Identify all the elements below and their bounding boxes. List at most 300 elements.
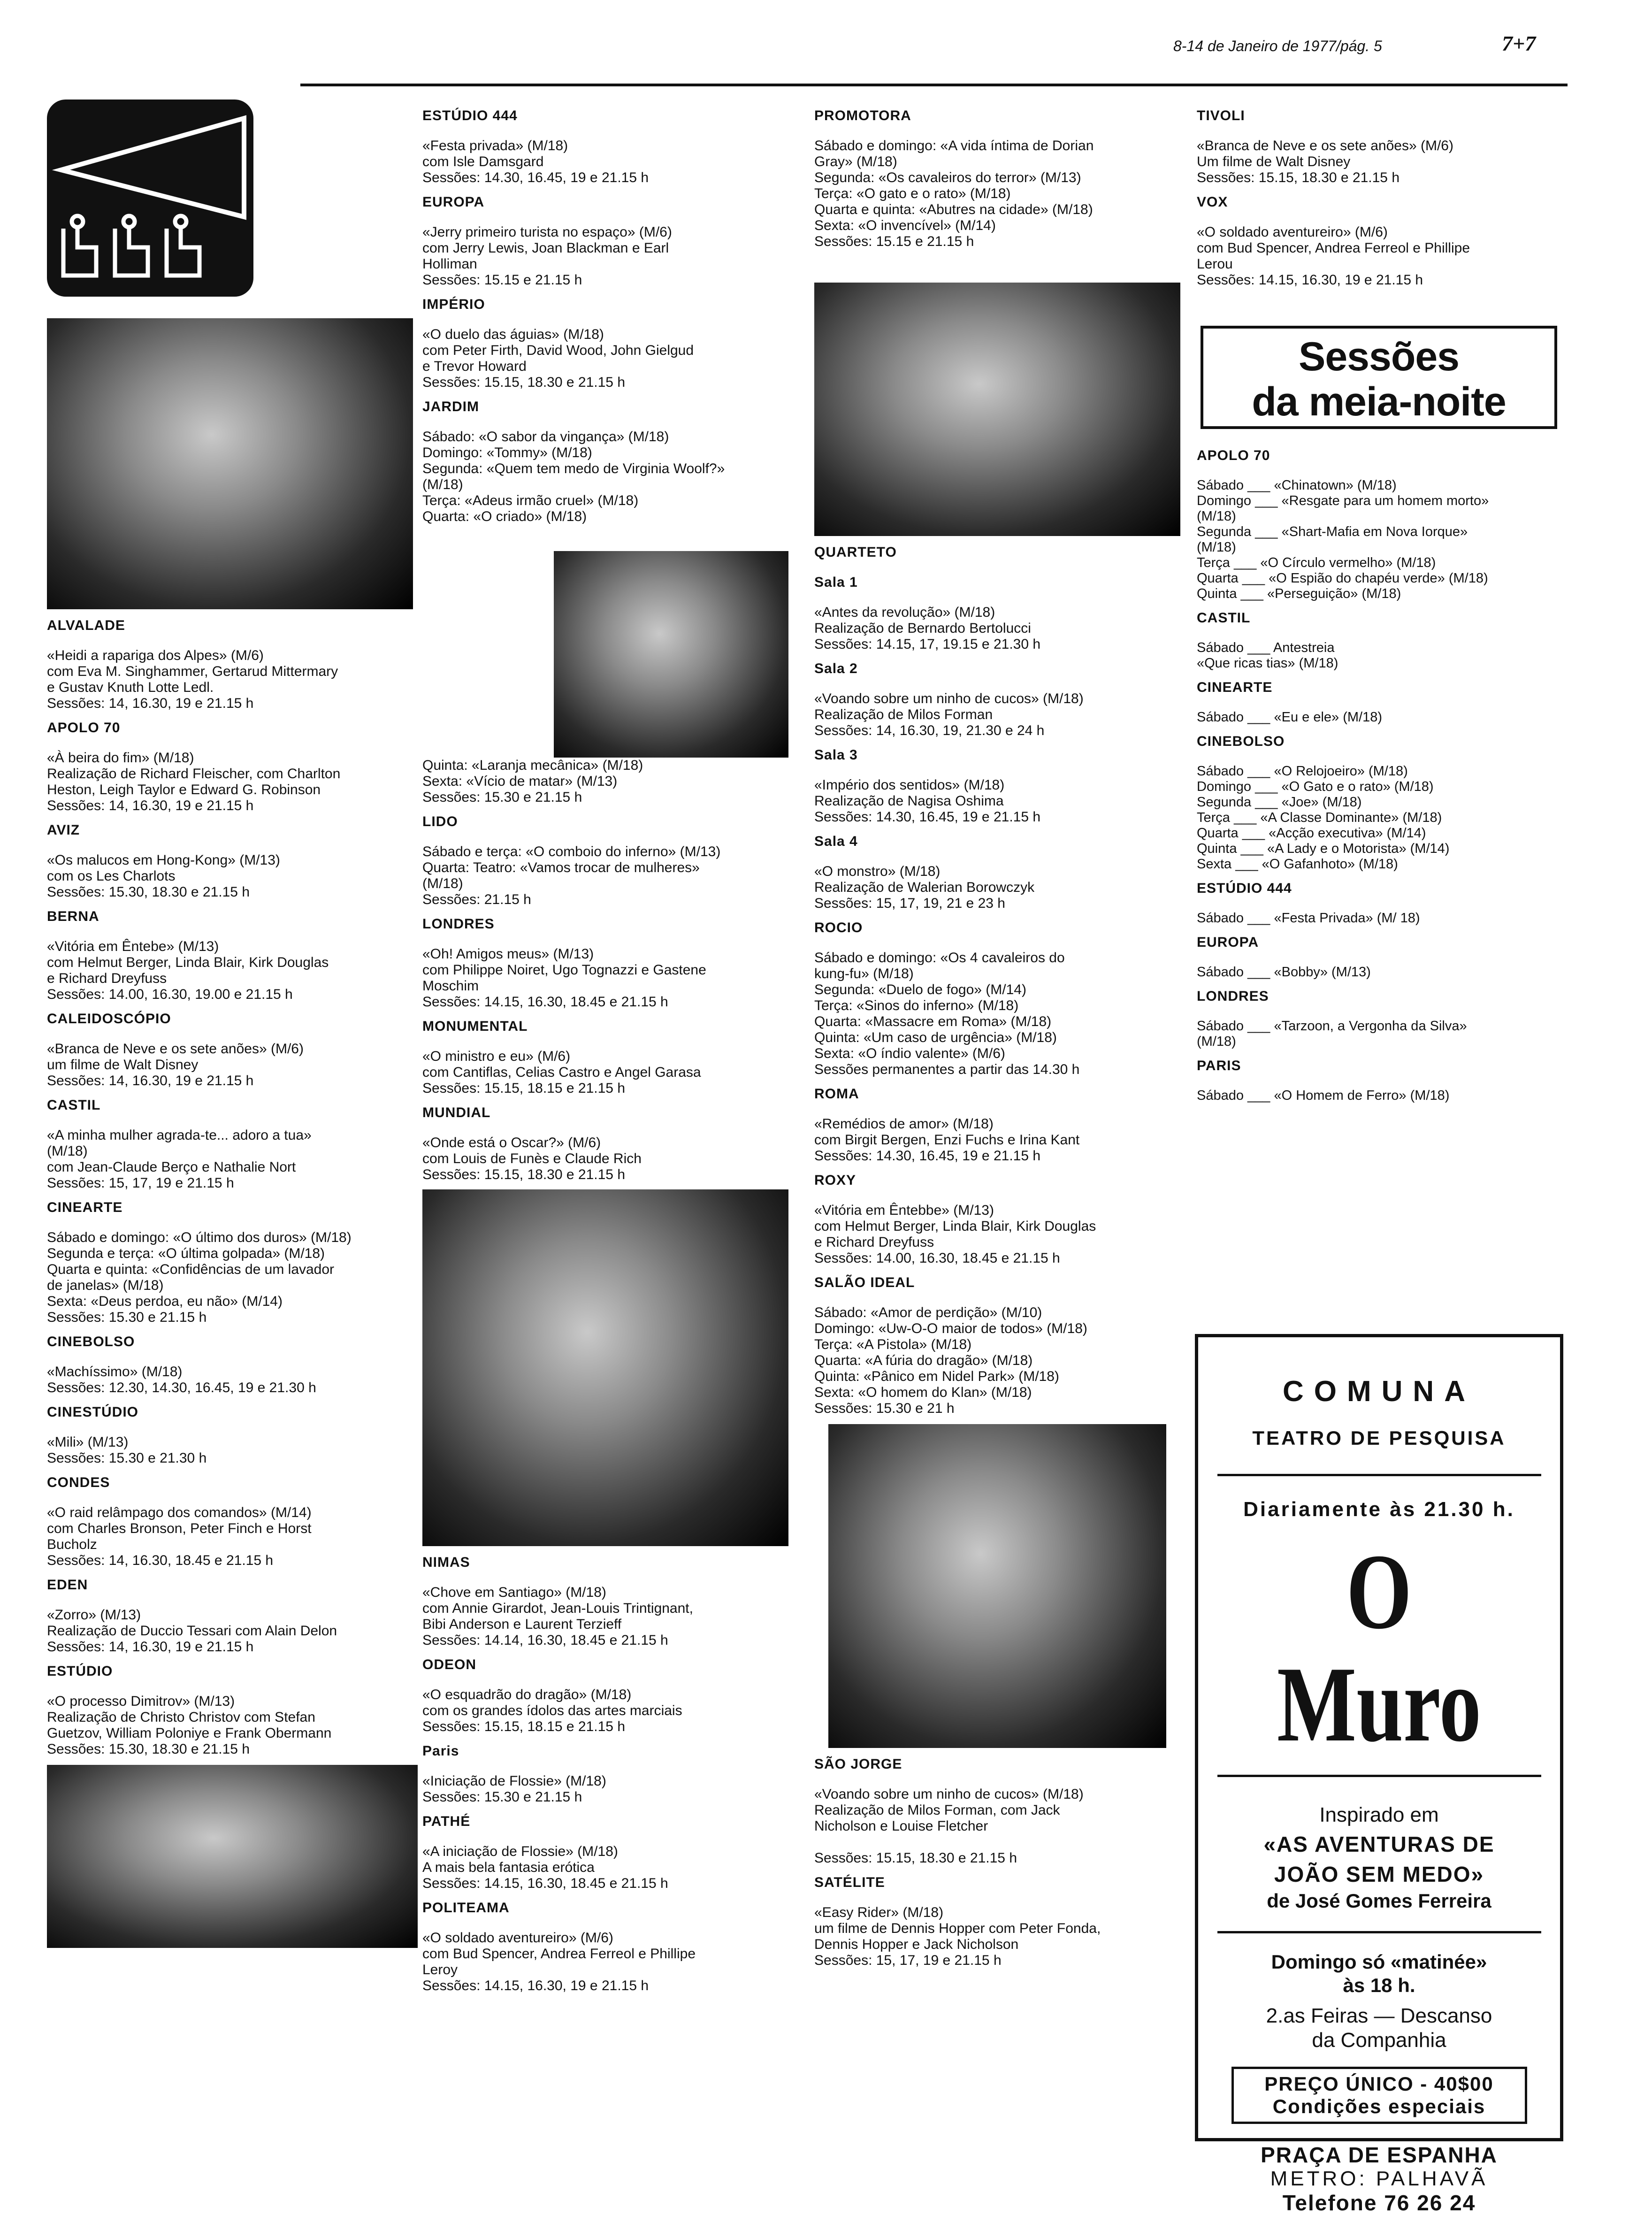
listing-line: Sábado e domingo: «O último dos duros» (M/18) xyxy=(47,1230,352,1245)
listing-line: Segunda: «Os cavaleiros do terror» (M/13) xyxy=(814,170,1081,185)
cinema-name: ALVALADE xyxy=(47,618,125,633)
listing-line: Segunda e terça: «O última golpada» (M/18) xyxy=(47,1246,325,1261)
listing-line: Sábado e terça: «O comboio do inferno» (M/13) xyxy=(422,844,721,859)
photo-two-men xyxy=(828,1424,1166,1748)
listing-line: «Jerry primeiro turista no espaço» (M/6) xyxy=(422,224,672,240)
cinema-name: MONUMENTAL xyxy=(422,1019,528,1034)
ad-work-line1: «AS AVENTURAS DE xyxy=(1263,1832,1495,1856)
listing-line: Segunda ___ «Shart-Mafia em Nova Iorque» xyxy=(1197,524,1468,539)
listing-line: Sessões: 15.30 e 21.30 h xyxy=(47,1450,207,1466)
cinema-name: BERNA xyxy=(47,909,99,924)
ad-work-line2: JOÃO SEM MEDO» xyxy=(1274,1862,1484,1886)
listing-line: com Helmut Berger, Linda Blair, Kirk Douglas xyxy=(47,955,329,970)
listing-line: Quinta ___ «A Lady e o Motorista» (M/14) xyxy=(1197,841,1450,856)
cinema-name: ODEON xyxy=(422,1657,477,1672)
cinema-name: LONDRES xyxy=(1197,989,1269,1004)
listing-line: Sessões: 15.15, 18.30 e 21.15 h xyxy=(422,375,625,390)
column-3 xyxy=(814,100,1194,1975)
cinema-entry xyxy=(814,575,1194,652)
ad-divider xyxy=(1217,1931,1541,1933)
listing-line: «Mili» (M/13) xyxy=(47,1434,129,1450)
listing-line: com Eva M. Singhammer, Gertarud Mittermary xyxy=(47,664,338,679)
listing-line: com Louis de Funès e Claude Rich xyxy=(422,1151,642,1166)
listing-line: com os Les Charlots xyxy=(47,868,176,884)
listing-line: Segunda: «Duelo de fogo» (M/14) xyxy=(814,982,1026,997)
cinema-name: Sala 4 xyxy=(814,834,858,849)
cinema-entry xyxy=(1197,610,1563,671)
listing-line: Quarta ___ «O Espião do chapéu verde» (M/18) xyxy=(1197,571,1488,586)
listing-line: Sessões: 15.15, 18.30 e 21.15 h xyxy=(814,1850,1017,1866)
cinema-entry xyxy=(814,1086,1194,1164)
listing-line: Sessões: 14.15, 17, 19.15 e 21.30 h xyxy=(814,636,1041,652)
listing-line: com Isle Damsgard xyxy=(422,154,544,169)
cinema-list-col2a xyxy=(422,108,807,525)
cinema-name: ESTÚDIO xyxy=(47,1663,113,1679)
listing-line: Terça ___ «A Classe Dominante» (M/18) xyxy=(1197,810,1442,825)
cinema-entry xyxy=(422,1814,807,1892)
ad-address: PRAÇA DE ESPANHA xyxy=(1261,2143,1498,2167)
listing-line: Segunda ___ «Joe» (M/18) xyxy=(1197,795,1362,810)
cinema-name: ROMA xyxy=(814,1086,859,1102)
cinema-name: SÃO JORGE xyxy=(814,1756,902,1772)
cinema-name: ROCIO xyxy=(814,920,863,935)
listing-line: Domingo: «Tommy» (M/18) xyxy=(422,445,592,460)
listing-line: Sessões: 14.00, 16.30, 18.45 e 21.15 h xyxy=(814,1250,1060,1266)
listing-line: Sábado ___ «O Homem de Ferro» (M/18) xyxy=(1197,1088,1450,1103)
ad-divider xyxy=(1217,1474,1541,1476)
listing-line: «Vitória em Êntebe» (M/13) xyxy=(47,939,219,954)
ad-metro: METRO: PALHAVÃ xyxy=(1270,2167,1488,2190)
listing-line: Sábado ___ «Bobby» (M/13) xyxy=(1197,965,1371,980)
cinema-name: CALEIDOSCÓPIO xyxy=(47,1011,171,1027)
listing-line: «O soldado aventureiro» (M/6) xyxy=(422,1930,613,1946)
cinema-entry xyxy=(1197,935,1563,980)
cinema-entry xyxy=(47,1404,418,1466)
listing-line: Sessões: 15, 17, 19, 21 e 23 h xyxy=(814,896,1005,911)
cinema-entry xyxy=(1197,194,1563,288)
listing-line: «O ministro e eu» (M/6) xyxy=(422,1049,571,1064)
column-4 xyxy=(1197,100,1563,1110)
listing-line: Terça: «Adeus irmão cruel» (M/18) xyxy=(422,493,639,508)
listing-line: Sexta: «O invencível» (M/14) xyxy=(814,218,996,233)
cinema-name: SALÃO IDEAL xyxy=(814,1275,915,1290)
listing-line: «Os malucos em Hong-Kong» (M/13) xyxy=(47,852,280,868)
listing-line: Sexta: «Vício de matar» (M/13) xyxy=(422,774,618,789)
listing-line: «O soldado aventureiro» (M/6) xyxy=(1197,224,1388,240)
ad-author: de José Gomes Ferreira xyxy=(1267,1890,1491,1912)
listing-line: Quinta ___ «Perseguição» (M/18) xyxy=(1197,586,1401,601)
listing-line: com Peter Firth, David Wood, John Gielgud xyxy=(422,343,694,358)
photo-crowd-scene xyxy=(47,1765,418,1948)
listing-line: Lerou xyxy=(1197,256,1233,272)
listing-line: kung-fu» (M/18) xyxy=(814,966,914,981)
cinema-name: ESTÚDIO 444 xyxy=(422,108,518,123)
listing-line: (M/18) xyxy=(1197,509,1236,524)
cinema-name: IMPÉRIO xyxy=(422,297,485,312)
listing-line: e Gustav Knuth Lotte Ledl. xyxy=(47,680,214,695)
photo-couple-scene xyxy=(814,283,1180,536)
listing-line: Quarta: «O criado» (M/18) xyxy=(422,509,587,524)
cinema-name: APOLO 70 xyxy=(47,720,121,736)
cinema-entry xyxy=(422,399,807,525)
listing-line: Realização de Bernardo Bertolucci xyxy=(814,621,1031,636)
cinema-entry xyxy=(422,916,807,1010)
listing-line: Sábado ___ «Eu e ele» (M/18) xyxy=(1197,710,1382,725)
cinema-list-col4a xyxy=(1197,108,1563,288)
listing-line: com Jerry Lewis, Joan Blackman e Earl xyxy=(422,240,669,256)
cinema-name: APOLO 70 xyxy=(1197,448,1270,463)
cinema-list-col2b xyxy=(422,814,807,1183)
cinema-entry xyxy=(47,909,418,1003)
listing-line: Sábado: «O sabor da vingança» (M/18) xyxy=(422,429,669,445)
cinema-name: CINEARTE xyxy=(1197,680,1273,695)
listing-line: com Helmut Berger, Linda Blair, Kirk Douglas xyxy=(814,1219,1096,1234)
listing-line: Dennis Hopper e Jack Nicholson xyxy=(814,1937,1019,1952)
listing-line: Sessões: 15.30, 18.30 e 21.15 h xyxy=(47,1741,250,1757)
listing-line: Holliman xyxy=(422,256,477,272)
listing-line: «Vitória em Êntebbe» (M/13) xyxy=(814,1203,994,1218)
cinema-entry xyxy=(47,720,418,814)
listing-line: Sessões: 15.15, 18.15 e 21.15 h xyxy=(422,1719,625,1734)
cinema-name: SATÉLITE xyxy=(814,1875,885,1890)
listing-line: Sexta: «O índio valente» (M/6) xyxy=(814,1046,1005,1061)
cinema-list-col3c xyxy=(814,1756,1194,1969)
listing-line: Terça: «Sinos do inferno» (M/18) xyxy=(814,998,1019,1013)
cinema-entry xyxy=(814,1275,1194,1417)
cinema-list-col1 xyxy=(47,618,418,1757)
listing-line: «Império dos sentidos» (M/18) xyxy=(814,777,1005,793)
listing-line: Sessões: 14.15, 16.30, 19 e 21.15 h xyxy=(422,1978,649,1993)
listing-line: Sessões: 15, 17, 19 e 21.15 h xyxy=(814,1953,1002,1968)
listing-line: Sessões: 15.15, 18.30 e 21.15 h xyxy=(422,1167,625,1182)
listing-line: Terça ___ «O Círculo vermelho» (M/18) xyxy=(1197,555,1436,570)
listing-line: com Birgit Bergen, Enzi Fuchs e Irina Kant xyxy=(814,1132,1080,1148)
cinema-name: MUNDIAL xyxy=(422,1105,491,1120)
listing-line: Sessões: 14, 16.30, 19 e 21.15 h xyxy=(47,1073,254,1088)
listing-line: Quarta: «Massacre em Roma» (M/18) xyxy=(814,1014,1052,1029)
cinema-list-col3a xyxy=(814,108,1194,250)
cinema-name: Paris xyxy=(422,1743,459,1759)
listing-line: «O processo Dimitrov» (M/13) xyxy=(47,1694,235,1709)
listing-line: Sessões: 14, 16.30, 19 e 21.15 h xyxy=(47,696,254,711)
cinema-entry xyxy=(814,834,1194,912)
cinema-name: CASTIL xyxy=(47,1097,101,1113)
listing-line: Terça: «A Pistola» (M/18) xyxy=(814,1337,972,1352)
cinema-name: VOX xyxy=(1197,194,1228,210)
listing-line: Sessões: 21.15 h xyxy=(422,892,531,907)
cinema-list-col2c xyxy=(422,1555,807,1994)
listing-line: «Chove em Santiago» (M/18) xyxy=(422,1585,606,1600)
midnight-title-line2: da meia-noite xyxy=(1252,379,1506,424)
cinema-entry xyxy=(1197,680,1563,725)
listing-line: um filme de Walt Disney xyxy=(47,1057,199,1073)
listing-line: «Iniciação de Flossie» (M/18) xyxy=(422,1773,606,1789)
listing-line: Sessões: 14.14, 16.30, 18.45 e 21.15 h xyxy=(422,1633,668,1648)
cinema-entry xyxy=(47,1475,418,1569)
listing-line: «Voando sobre um ninho de cucos» (M/18) xyxy=(814,691,1084,706)
photo-clockwork-orange xyxy=(554,551,788,758)
cinema-name: CINEBOLSO xyxy=(1197,734,1285,749)
listing-line: Quinta: «Pânico em Nidel Park» (M/18) xyxy=(814,1369,1059,1384)
cinema-entry xyxy=(814,1756,1194,1866)
comuna-advertisement xyxy=(1195,1334,1563,2215)
listing-line: Quinta: «Um caso de urgência» (M/18) xyxy=(814,1030,1057,1045)
listing-line: Sábado ___ «Festa Privada» (M/ 18) xyxy=(1197,911,1420,926)
listing-line: «A minha mulher agrada-te... adoro a tua» xyxy=(47,1127,312,1143)
listing-line: Sessões: 14, 16.30, 19 e 21.15 h xyxy=(47,798,254,813)
cinema-entry xyxy=(1197,448,1563,602)
cinema-name: CINEBOLSO xyxy=(47,1334,135,1349)
listing-line: «O duelo das águias» (M/18) xyxy=(422,327,604,342)
cinema-entry xyxy=(422,1657,807,1735)
listing-line: Sábado e domingo: «Os 4 cavaleiros do xyxy=(814,950,1065,966)
cinema-name: JARDIM xyxy=(422,399,480,414)
listing-line: «O monstro» (M/18) xyxy=(814,864,941,879)
ad-rest-line1: 2.as Feiras — Descanso xyxy=(1266,2004,1492,2027)
listing-line: Realização de Duccio Tessari com Alain Delon xyxy=(47,1623,337,1639)
listing-line: Segunda: «Quem tem medo de Virginia Woolf?» xyxy=(422,461,725,476)
listing-line: Sessões: 15.30 e 21.15 h xyxy=(47,1310,207,1325)
listing-line: Realização de Milos Forman, com Jack xyxy=(814,1802,1060,1818)
cinema-entry xyxy=(1197,989,1563,1050)
listing-line: Sessões: 15.30 e 21 h xyxy=(814,1401,955,1416)
listing-line: «Remédios de amor» (M/18) xyxy=(814,1116,994,1132)
photo-man-at-desk xyxy=(422,1189,788,1546)
cinema-entry xyxy=(1197,108,1563,186)
listing-line: Sessões: 15.30 e 21.15 h xyxy=(422,1789,582,1805)
cinema-name: LONDRES xyxy=(422,916,495,932)
listing-line: Quarta e quinta: «Confidências de um lavador xyxy=(47,1262,335,1277)
listing-line: (M/18) xyxy=(1197,540,1236,555)
cinema-name: POLITEAMA xyxy=(422,1900,510,1916)
ad-inspired: Inspirado em xyxy=(1319,1803,1439,1826)
listing-line: «O esquadrão do dragão» (M/18) xyxy=(422,1687,632,1702)
listing-line: Sessões: 14.15, 16.30, 18.45 e 21.15 h xyxy=(422,1876,668,1891)
cinema-name: CONDES xyxy=(47,1475,110,1490)
listing-line: Quarta: «A fúria do dragão» (M/18) xyxy=(814,1353,1033,1368)
cinema-name: ROXY xyxy=(814,1173,857,1188)
listing-line: Sábado e domingo: «A vida íntima de Dorian xyxy=(814,138,1094,153)
ad-schedule: Diariamente às 21.30 h. xyxy=(1243,1498,1515,1521)
column-2 xyxy=(422,100,807,2000)
cinema-entry xyxy=(422,1743,807,1805)
listing-line: Sessões: 14, 16.30, 18.45 e 21.15 h xyxy=(47,1553,274,1568)
midnight-title-line1: Sessões xyxy=(1298,334,1460,379)
ad-conditions: Condições especiais xyxy=(1272,2095,1486,2117)
cinema-entry xyxy=(814,544,1194,560)
listing-line: com Annie Girardot, Jean-Louis Trintignant, xyxy=(422,1601,693,1616)
cinema-entry xyxy=(814,920,1194,1078)
cinema-name: Sala 3 xyxy=(814,747,858,763)
cinema-name: Sala 1 xyxy=(814,575,858,590)
listing-line: (M/18) xyxy=(422,876,463,891)
cinema-entry xyxy=(422,297,807,391)
listing-line: com os grandes ídolos das artes marciais xyxy=(422,1703,682,1718)
cinema-entry xyxy=(814,1173,1194,1266)
cinema-name: CASTIL xyxy=(1197,610,1251,626)
photo-smiling-girl xyxy=(47,318,413,609)
cinema-name: NIMAS xyxy=(422,1555,470,1570)
listing-line: e Trevor Howard xyxy=(422,359,527,374)
publication-mark: 7+7 xyxy=(1502,31,1536,55)
cinema-name: CINEARTE xyxy=(47,1200,123,1215)
cinema-name: PATHÉ xyxy=(422,1814,471,1829)
listing-line: Moschim xyxy=(422,978,479,994)
listing-line: «Machíssimo» (M/18) xyxy=(47,1364,183,1380)
cinema-name: ESTÚDIO 444 xyxy=(1197,881,1292,896)
cinema-name: AVIZ xyxy=(47,822,80,838)
listing-line: Realização de Nagisa Oshima xyxy=(814,793,1004,809)
cinema-entry xyxy=(47,1577,418,1655)
listing-line: e Richard Dreyfuss xyxy=(47,971,167,986)
cinema-entry xyxy=(47,618,418,712)
listing-line: «Branca de Neve e os sete anões» (M/6) xyxy=(47,1041,304,1057)
ad-phone: Telefone 76 26 24 xyxy=(1282,2191,1476,2215)
ad-subtitle: TEATRO DE PESQUISA xyxy=(1252,1427,1506,1449)
cinema-entry xyxy=(814,1875,1194,1969)
listing-line: com Charles Bronson, Peter Finch e Horst xyxy=(47,1521,312,1536)
cinema-entry xyxy=(47,822,418,900)
cinema-entry xyxy=(47,1097,418,1191)
cinema-entry xyxy=(47,1200,418,1326)
listing-line: Sexta ___ «O Gafanhoto» (M/18) xyxy=(1197,857,1398,872)
cinema-entry xyxy=(422,108,807,186)
listing-line: Sessões: 15.15, 18.15 e 21.15 h xyxy=(422,1081,625,1096)
listing-line: «À beira do fim» (M/18) xyxy=(47,750,194,766)
column-1 xyxy=(47,100,418,1948)
ad-company-name: COMUNA xyxy=(1283,1375,1476,1408)
listing-line: «Festa privada» (M/18) xyxy=(422,138,568,153)
cinema-entry xyxy=(814,661,1194,739)
listing-line: Quinta: «Laranja mecânica» (M/18) xyxy=(422,758,643,773)
listing-line: Sexta: «Deus perdoa, eu não» (M/14) xyxy=(47,1294,283,1309)
listing-line: (M/18) xyxy=(422,477,463,492)
listing-line: Sessões: 15.15 e 21.15 h xyxy=(814,234,974,249)
listing-line: Sessões: 15.30 e 21.15 h xyxy=(422,789,582,805)
listing-line: «Onde está o Oscar?» (M/6) xyxy=(422,1135,601,1150)
listing-line: Sessões: 14.15, 16.30, 19 e 21.15 h xyxy=(1197,272,1423,288)
listing-line: Sessões: 14.30, 16.45, 19 e 21.15 h xyxy=(814,1148,1041,1164)
ad-sunday-line2: às 18 h. xyxy=(1343,1974,1415,1996)
listing-line: Realização de Milos Forman xyxy=(814,707,993,722)
listing-line: «Que ricas tias» (M/18) xyxy=(1197,656,1338,671)
listing-line: Sessões: 15, 17, 19 e 21.15 h xyxy=(47,1175,234,1191)
listing-line: Quarta: Teatro: «Vamos trocar de mulheres» xyxy=(422,860,700,875)
cinema-entry xyxy=(1197,734,1563,872)
issue-date: 8-14 de Janeiro de 1977/pág. 5 xyxy=(1173,38,1382,54)
listing-line: Realização de Richard Fleischer, com Charlton xyxy=(47,766,341,782)
listing-line: Sessões: 14.30, 16.45, 19 e 21.15 h xyxy=(814,809,1041,825)
ad-price: PREÇO ÚNICO - 40$00 xyxy=(1264,2073,1494,2095)
cinema-name: PARIS xyxy=(1197,1058,1241,1073)
cinema-name: EDEN xyxy=(47,1577,88,1593)
cinema-entry xyxy=(422,194,807,288)
ad-play-title: O Muro xyxy=(1277,1532,1482,1764)
listing-line: Nicholson e Louise Fletcher xyxy=(814,1818,988,1834)
listing-line: «Branca de Neve e os sete anões» (M/6) xyxy=(1197,138,1453,153)
cinema-entry xyxy=(1197,1058,1563,1104)
cinema-entry xyxy=(1197,881,1563,926)
cinema-entry xyxy=(422,1555,807,1648)
listing-line: Terça: «O gato e o rato» (M/18) xyxy=(814,186,1011,201)
listing-line: «Easy Rider» (M/18) xyxy=(814,1905,944,1920)
cinema-name: Sala 2 xyxy=(814,661,858,676)
listing-line: «Heidi a rapariga dos Alpes» (M/6) xyxy=(47,648,264,663)
listing-line: um filme de Dennis Hopper com Peter Fonda, xyxy=(814,1921,1101,1936)
listing-line: (M/18) xyxy=(1197,1034,1236,1049)
listing-line: com Cantiflas, Celias Castro e Angel Garasa xyxy=(422,1065,701,1080)
listing-line: Sessões: 14.00, 16.30, 19.00 e 21.15 h xyxy=(47,987,293,1002)
listing-line: com Jean-Claude Berço e Nathalie Nort xyxy=(47,1159,296,1175)
ad-divider xyxy=(1217,1775,1541,1777)
listing-line: Sessões: 14.30, 16.45, 19 e 21.15 h xyxy=(422,170,649,185)
listing-line: Gray» (M/18) xyxy=(814,154,897,169)
listing-line: Sessões: 15.15 e 21.15 h xyxy=(422,272,582,288)
ad-sunday-line1: Domingo só «matinée» xyxy=(1271,1951,1487,1973)
listing-line: «A iniciação de Flossie» (M/18) xyxy=(422,1844,618,1859)
listing-line: «Oh! Amigos meus» (M/13) xyxy=(422,946,594,962)
cinema-name: CINESTÚDIO xyxy=(47,1404,139,1420)
listing-line: Bucholz xyxy=(47,1537,97,1552)
cinema-name: EUROPA xyxy=(422,194,485,210)
cinema-logo-icon xyxy=(47,100,253,297)
listing-line: Sábado ___ «O Relojoeiro» (M/18) xyxy=(1197,764,1408,779)
listing-line: Sábado: «Amor de perdição» (M/10) xyxy=(814,1305,1042,1320)
listing-line: com Bud Spencer, Andrea Ferreol e Phillipe xyxy=(422,1946,696,1962)
listing-line: Realização de Christo Christov com Stefan xyxy=(47,1709,315,1725)
listing-line: Sessões: 14.15, 16.30, 18.45 e 21.15 h xyxy=(422,994,668,1010)
cinema-entry xyxy=(47,1663,418,1757)
listing-line: Guetzov, William Poloniye e Frank Obermann xyxy=(47,1725,332,1741)
ad-rest-line2: da Companhia xyxy=(1312,2029,1446,2052)
cinema-entry xyxy=(422,1105,807,1183)
listing-line: Leroy xyxy=(422,1962,458,1977)
cinema-entry xyxy=(47,1334,418,1396)
cinema-entry xyxy=(814,108,1194,250)
listing-line: Quarta e quinta: «Abutres na cidade» (M/18) xyxy=(814,202,1093,217)
listing-line: Domingo ___ «O Gato e o rato» (M/18) xyxy=(1197,779,1434,794)
listing-line: com Philippe Noiret, Ugo Tognazzi e Gastene xyxy=(422,962,706,978)
listing-line: «Antes da revolução» (M/18) xyxy=(814,605,995,620)
listing-line: Domingo ___ «Resgate para um homem morto» xyxy=(1197,493,1489,508)
ad-price-box xyxy=(1231,2067,1527,2124)
cinema-list-col3b xyxy=(814,544,1194,1417)
cinema-entry xyxy=(422,814,807,908)
cinema-name: QUARTETO xyxy=(814,544,897,560)
listing-line: Sábado ___ Antestreia xyxy=(1197,640,1335,655)
listing-line: Sessões: 12.30, 14.30, 16.45, 19 e 21.30 h xyxy=(47,1380,316,1395)
listing-line: Realização de Walerian Borowczyk xyxy=(814,880,1035,895)
listing-line xyxy=(814,1834,1194,1850)
listing-line: com Bud Spencer, Andrea Ferreol e Phillipe xyxy=(1197,240,1470,256)
listing-line: Sessões: 15.15, 18.30 e 21.15 h xyxy=(1197,170,1400,185)
cinema-name: TIVOLI xyxy=(1197,108,1245,123)
listing-line: «Zorro» (M/13) xyxy=(47,1607,141,1623)
listing-line: e Richard Dreyfuss xyxy=(814,1234,934,1250)
cinema-entry xyxy=(422,1019,807,1096)
listing-line: (M/18) xyxy=(47,1143,88,1159)
listing-line: A mais bela fantasia erótica xyxy=(422,1860,595,1875)
listing-line: Bibi Anderson e Laurent Terzieff xyxy=(422,1617,622,1632)
listing-line: Sessões: 15.30, 18.30 e 21.15 h xyxy=(47,884,250,900)
cinema-name: LIDO xyxy=(422,814,458,829)
cinema-name: EUROPA xyxy=(1197,935,1259,950)
midnight-list xyxy=(1197,448,1563,1104)
listing-line: «O raid relâmpago dos comandos» (M/14) xyxy=(47,1505,312,1520)
listing-line: «Voando sobre um ninho de cucos» (M/18) xyxy=(814,1786,1084,1802)
listing-line: Sábado ___ «Chinatown» (M/18) xyxy=(1197,478,1397,493)
listing-line: Sessões permanentes a partir das 14.30 h xyxy=(814,1062,1080,1077)
